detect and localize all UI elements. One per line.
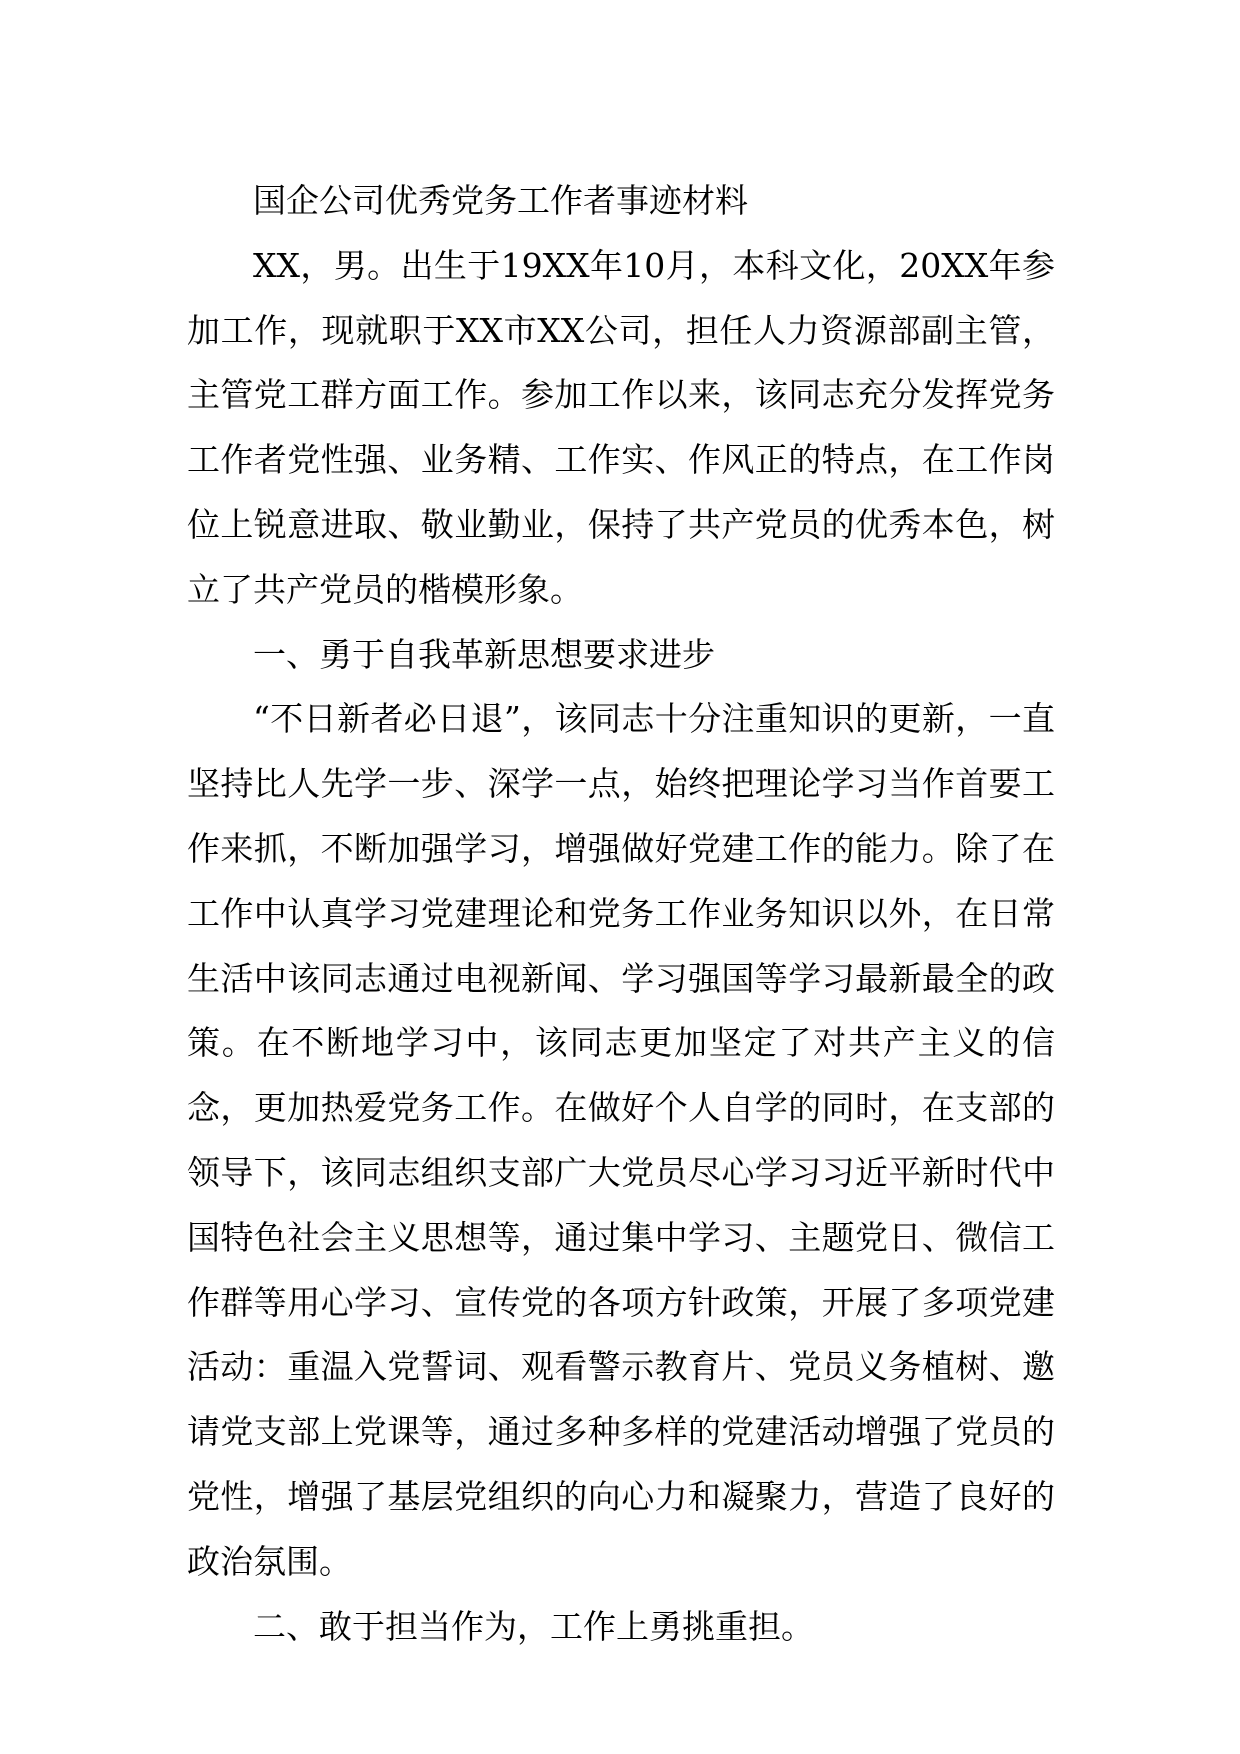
document-body	[187, 169, 1055, 1659]
section-heading-1: 一、勇于自我革新思想要求进步	[253, 634, 715, 674]
section-heading-2: 二、敢于担当作为，工作上勇挑重担。	[253, 1606, 814, 1646]
intro-paragraph: XX，男。出生于19XX年10月，本科文化，20XX年参加工作，现就职于XX市XX公司，担任人力资源部副主管，主管党工群方面工作。参加工作以来，该同志充分发挥党务工作者党性强、业务精、工作实、作风正的特点，在工作岗位上锐意进取、敬业勤业，保持了共产党员的优秀本色，树立了共产党员的楷模形象。	[187, 245, 1055, 609]
document-title: 国企公司优秀党务工作者事迹材料	[253, 181, 748, 220]
section-1-paragraph: “不日新者必日退”，该同志十分注重知识的更新，一直坚持比人先学一步、深学一点，始终把理论学习当作首要工作来抓，不断加强学习，增强做好党建工作的能力。除了在工作中认真学习党建理论和党务工作业务知识以外，在日常生活中该同志通过电视新闻、学习强国等学习最新最全的政策。在不断地学习中，该同志更加坚定了对共产主义的信念，更加热爱党务工作。在做好个人自学的同时，在支部的领导下，该同志组织支部广大党员尽心学习习近平新时代中国特色社会主义思想等，通过集中学习、主题党日、微信工作群等用心学习、宣传党的各项方针政策，开展了多项党建活动：重温入党誓词、观看警示教育片、党员义务植树、邀请党支部上党课等，通过多种多样的党建活动增强了党员的党性，增强了基层党组织的向心力和凝聚力，营造了良好的政治氛围。	[187, 699, 1055, 1581]
